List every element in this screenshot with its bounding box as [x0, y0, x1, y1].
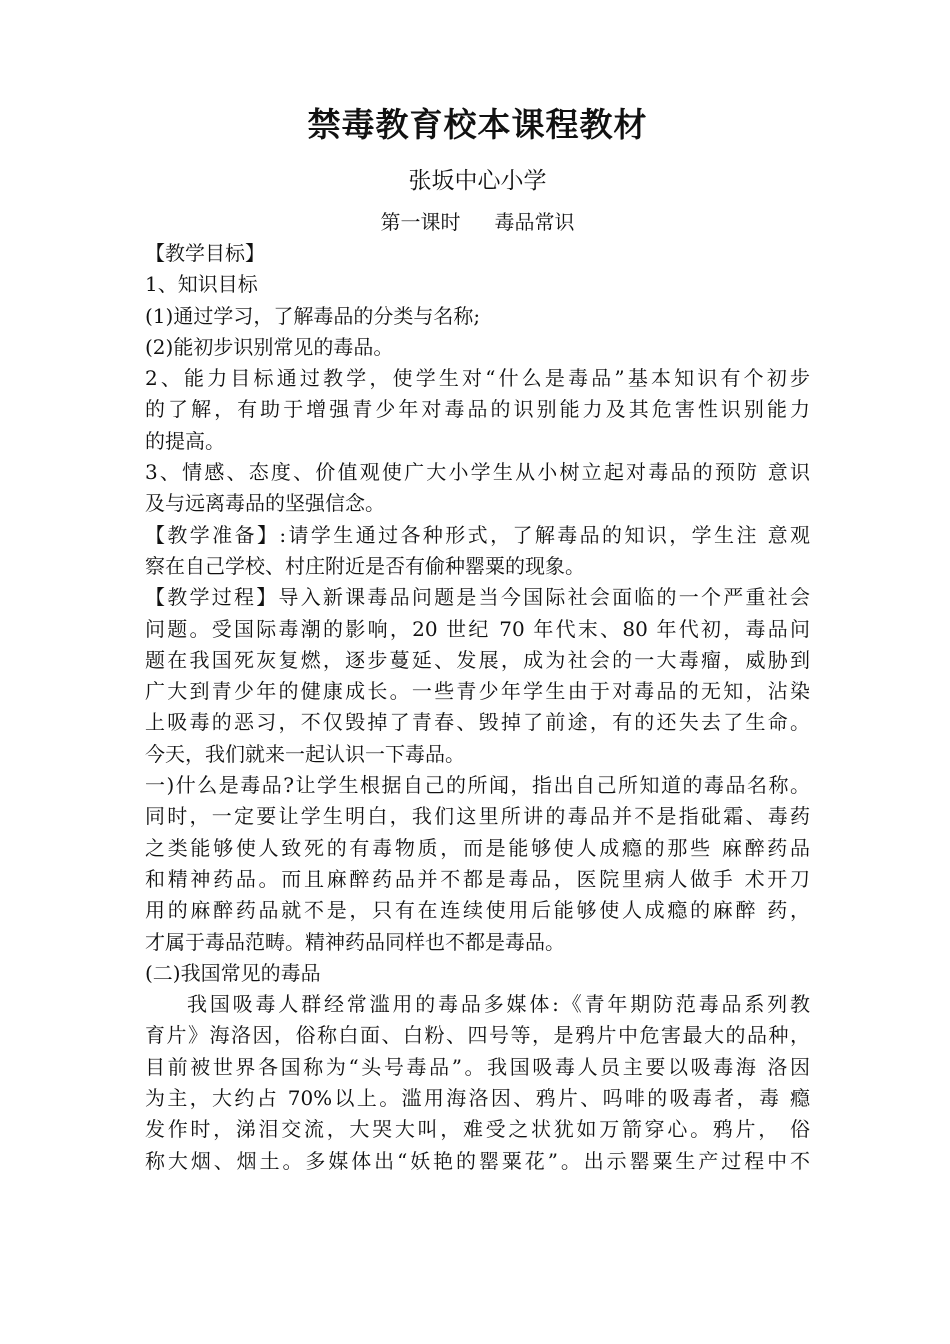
text-line: 同时，一定要让学生明白，我们这里所讲的毒品并不是指砒霜、毒药	[145, 804, 810, 829]
text-line: 题在我国死灰复燃，逐步蔓延、发展，成为社会的一大毒瘤，威胁到	[145, 647, 810, 672]
text-line: (1)通过学习，了解毒品的分类与名称;	[145, 303, 481, 328]
body-text	[145, 238, 810, 1177]
lesson-heading	[145, 206, 810, 238]
text-line: 称大烟、烟土。多媒体出“妖艳的罂粟花”。出示罂粟生产过程中不	[145, 1148, 810, 1173]
text-line: (2)能初步识别常见的毒品。	[145, 334, 394, 359]
lesson-topic: 毒品常识	[494, 210, 575, 234]
text-line: 一)什么是毒品?让学生根据自己的所闻，指出自己所知道的毒品名称。	[145, 773, 810, 798]
text-line: 和精神药品。而且麻醉药品并不都是毒品，医院里病人做手 术开刀	[145, 866, 810, 891]
section-heading-common-drugs: (二)我国常见的毒品	[145, 960, 321, 985]
lesson-number: 第一课时	[380, 210, 461, 234]
text-line: 察在自己学校、村庄附近是否有偷种罂粟的现象。	[145, 553, 585, 578]
document-page	[145, 100, 810, 1177]
section-heading-objectives: 【教学目标】	[145, 241, 265, 265]
section-heading-preparation: 【教学准备】:请学生通过各种形式，了解毒品的知识，学生注 意观	[145, 522, 810, 547]
text-line: 之类能够使人致死的有毒物质，而是能够使人成瘾的那些 麻醉药品	[145, 835, 810, 860]
text-line: 1、知识目标	[145, 272, 258, 297]
text-line: 为主，大约占 70%以上。滥用海洛因、鸦片、吗啡的吸毒者，毒 瘾	[145, 1086, 810, 1111]
text-line: 目前被世界各国称为“头号毒品”。我国吸毒人员主要以吸毒海 洛因	[145, 1054, 810, 1079]
text-line: 我国吸毒人群经常滥用的毒品多媒体:《青年期防范毒品系列教	[187, 992, 810, 1017]
text-line: 今天，我们就来一起认识一下毒品。	[145, 741, 465, 766]
text-line: 才属于毒品范畴。精神药品同样也不都是毒品。	[145, 929, 565, 954]
text-line: 育片》海洛因，俗称白面、白粉、四号等，是鸦片中危害最大的品种，	[145, 1023, 810, 1048]
text-line: 问题。受国际毒潮的影响，20 世纪 70 年代末、80 年代初，毒品问	[145, 616, 810, 641]
text-line: 用的麻醉药品就不是，只有在连续使用后能够使人成瘾的麻醉 药，	[145, 898, 810, 923]
text-line: 上吸毒的恶习，不仅毁掉了青春、毁掉了前途，有的还失去了生命。	[145, 710, 810, 735]
text-line: 的提高。	[145, 428, 225, 453]
text-line: 的了解，有助于增强青少年对毒品的识别能力及其危害性识别能力	[145, 397, 810, 422]
school-name: 张坂中心小学	[408, 168, 547, 194]
text-line: 2、能力目标通过教学，使学生对“什么是毒品”基本知识有个初步	[145, 366, 810, 391]
document-title: 禁毒教育校本课程教材	[307, 105, 648, 144]
text-line: 3、情感、态度、价值观使广大小学生从小树立起对毒品的预防 意识	[145, 460, 810, 485]
section-heading-process: 【教学过程】导入新课毒品问题是当今国际社会面临的一个严重社会	[145, 585, 810, 610]
text-line: 及与远离毒品的坚强信念。	[145, 491, 385, 516]
text-line: 发作时，涕泪交流，大哭大叫，难受之状犹如万箭穿心。鸦片， 俗	[145, 1117, 810, 1142]
text-line: 广大到青少年的健康成长。一些青少年学生由于对毒品的无知，沾染	[145, 679, 810, 704]
